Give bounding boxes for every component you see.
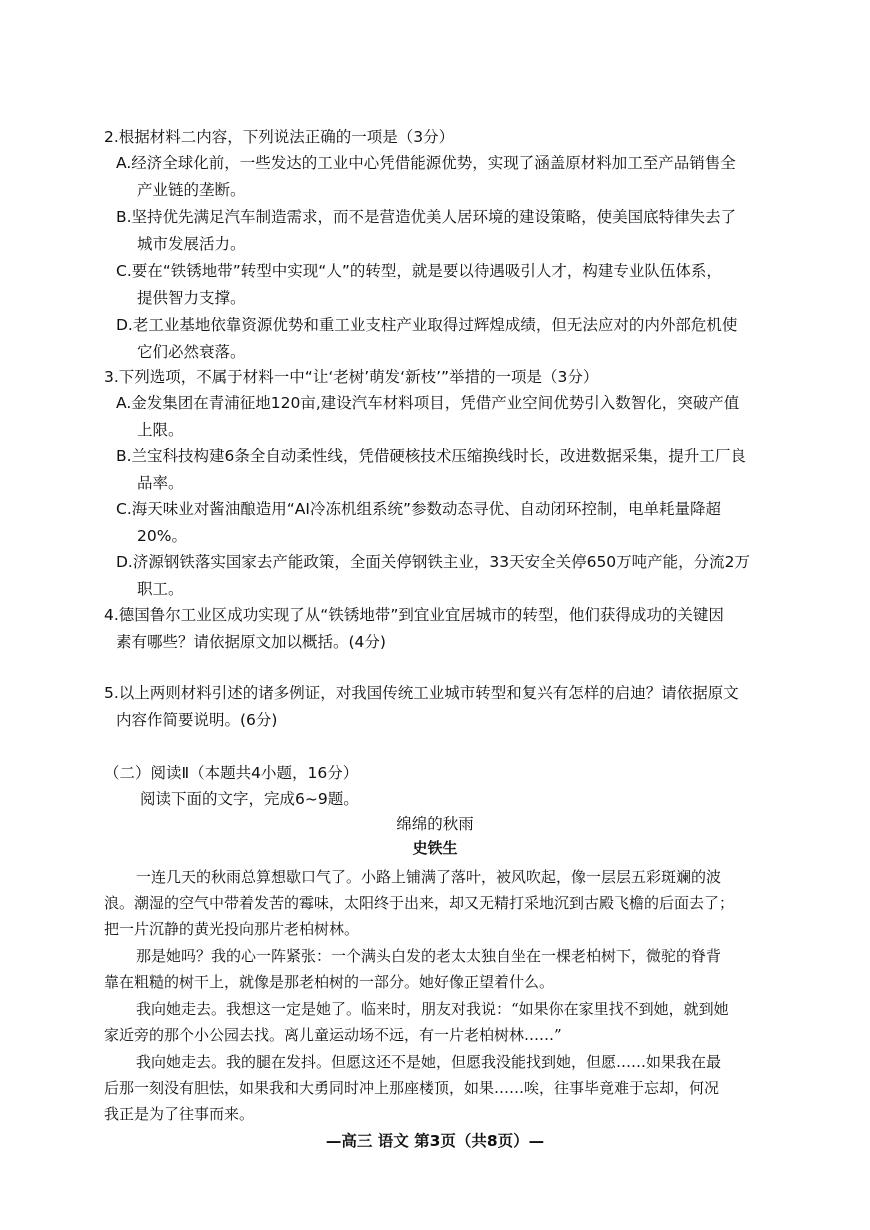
question-5-line: 5.以上两则材料引述的诸多例证，对我国传统工业城市转型和复兴有怎样的启迪？请依据原文 xyxy=(104,684,739,702)
question-5 xyxy=(104,680,784,734)
passage-line: 后那一刻没有胆怯，如果我和大勇同时冲上那座楼顶，如果……唉，往事毕竟难于忘却，何况 xyxy=(104,1079,720,1097)
passage-paragraph-3 xyxy=(104,996,784,1048)
question-5-line: 内容作简要说明。(6分) xyxy=(116,711,278,729)
question-3-option-b xyxy=(116,443,788,497)
option-line: 职工。 xyxy=(137,580,184,598)
section-heading: （二）阅读Ⅱ（本题共4小题，16分） xyxy=(104,764,359,782)
question-4-line: 4.德国鲁尔工业区成功实现了从“铁锈地带”到宜业宜居城市的转型，他们获得成功的关键因 xyxy=(104,606,724,624)
passage-line: 浪。潮湿的空气中带着发苦的霉味，太阳终于出来，却又无精打采地沉到古殿飞檐的后面去了； xyxy=(104,894,735,912)
passage-author: 史铁生 xyxy=(412,839,458,857)
option-line: 提供智力支撑。 xyxy=(137,289,246,307)
option-line: C.要在“铁锈地带”转型中实现“人”的转型，就是要以待遇吸引人才，构建专业队伍体系， xyxy=(116,262,722,280)
option-line: 城市发展活力。 xyxy=(137,235,246,253)
passage-line: 那是她吗？我的心一阵紧张：一个满头白发的老太太独自坐在一棵老柏树下，微驼的脊背 xyxy=(136,947,722,965)
question-4-line: 素有哪些？请依据原文加以概括。(4分) xyxy=(116,633,386,651)
passage-title: 绵绵的秋雨 xyxy=(396,815,474,833)
question-2-option-b xyxy=(116,204,788,258)
option-line: A.金发集团在青浦征地120亩,建设汽车材料项目，凭借产业空间优势引入数智化，突破产值 xyxy=(116,394,740,412)
passage-line: 一连几天的秋雨总算想歇口气了。小路上铺满了落叶，被风吹起，像一层层五彩斑斓的波 xyxy=(136,868,722,886)
question-2-option-c xyxy=(116,258,788,312)
option-line: A.经济全球化前，一些发达的工业中心凭借能源优势，实现了涵盖原材料加工至产品销售全 xyxy=(116,154,736,172)
passage-line: 我向她走去。我想这一定是她了。临来时，朋友对我说：“如果你在家里找不到她，就到她 xyxy=(136,1000,729,1018)
option-line: 20%。 xyxy=(137,527,187,545)
section-instruction: 阅读下面的文字，完成6~9题。 xyxy=(140,790,359,808)
option-line: D.老工业基地依靠资源优势和重工业支柱产业取得过辉煌成绩，但无法应对的内外部危机使 xyxy=(116,316,738,334)
question-2-option-a xyxy=(116,150,788,204)
question-3-stem: 3.下列选项，不属于材料一中“让‘老树’萌发‘新枝’”举措的一项是（3分） xyxy=(104,368,599,386)
question-2-stem: 2.根据材料二内容，下列说法正确的一项是（3分） xyxy=(104,128,455,146)
option-line: 上限。 xyxy=(137,421,184,439)
passage-paragraph-1 xyxy=(104,864,784,942)
passage-line: 把一片沉静的黄光投向那片老柏树林。 xyxy=(104,920,360,938)
option-line: D.济源钢铁落实国家去产能政策，全面关停钢铁主业，33天安全关停650万吨产能，分流2万 xyxy=(116,553,751,571)
option-line: B.兰宝科技构建6条全自动柔性线，凭借硬核技术压缩换线时长，改进数据采集，提升工厂良 xyxy=(116,447,746,465)
option-line: B.坚持优先满足汽车制造需求，而不是营造优美人居环境的建设策略，使美国底特律失去了 xyxy=(116,208,737,226)
passage-line: 我向她走去。我的腿在发抖。但愿这还不是她，但愿我没能找到她，但愿……如果我在最 xyxy=(136,1053,722,1071)
passage-line: 我正是为了往事而来。 xyxy=(104,1105,255,1123)
option-line: C.海天味业对酱油酿造用“AI冷冻机组系统”参数动态寻优、自动闭环控制，电单耗量降超 xyxy=(116,500,721,518)
passage-line: 靠在粗糙的树干上，就像是那老柏树的一部分。她好像正望着什么。 xyxy=(104,973,555,991)
question-4 xyxy=(104,602,784,656)
passage-paragraph-4 xyxy=(104,1049,784,1127)
option-line: 它们必然衰落。 xyxy=(137,343,246,361)
passage-paragraph-2 xyxy=(104,943,784,995)
option-line: 品率。 xyxy=(137,474,184,492)
question-2-option-d xyxy=(116,312,788,366)
question-3-option-c xyxy=(116,496,788,550)
question-3-option-a xyxy=(116,390,788,444)
passage-line: 家近旁的那个小公园去找。离儿童运动场不远，有一片老柏树林……” xyxy=(104,1026,562,1044)
question-3-option-d xyxy=(116,549,788,603)
page-footer: —高三 语文 第3页（共8页）— xyxy=(325,1132,545,1150)
option-line: 产业链的垄断。 xyxy=(137,181,246,199)
